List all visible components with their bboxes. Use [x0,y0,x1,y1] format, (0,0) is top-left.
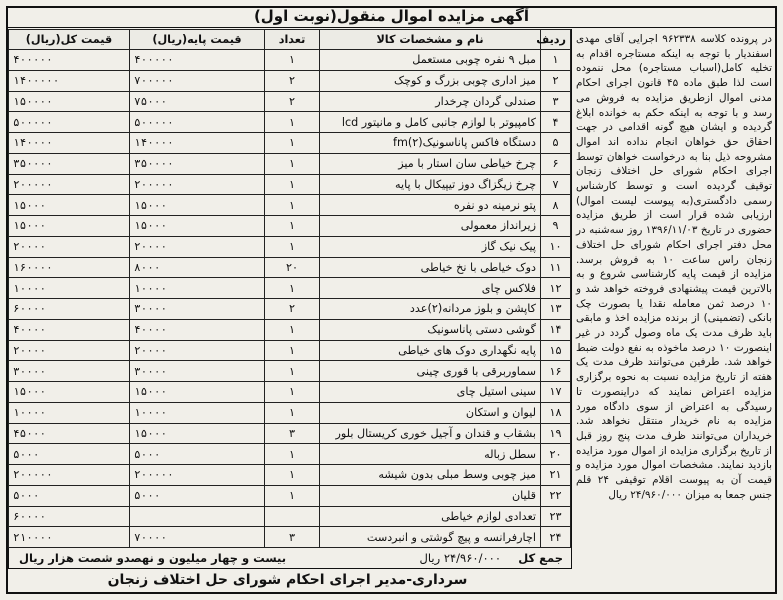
item-total-price: ۶٠٠٠٠ [9,299,130,320]
item-quantity: ١ [265,112,320,133]
item-base-price: ١۴٠٠٠٠ [130,133,265,154]
item-name: میز چوبی وسط مبلی بدون شیشه [320,465,541,486]
row-number: ٢۴ [541,527,571,548]
header-quantity: تعداد [265,30,320,50]
item-name: پایه نگهداری دوک های خیاطی [320,340,541,361]
row-number: ۵ [541,133,571,154]
header-total-price: قیمت کل(ریال) [9,30,130,50]
item-name: دوک خیاطی با نخ خیاطی [320,257,541,278]
item-total-price: ١۵٠٠٠ [9,216,130,237]
item-quantity: ٣ [265,527,320,548]
table-row [9,340,571,361]
row-number: ١٣ [541,299,571,320]
item-base-price: ٧٠٠٠٠ [130,527,265,548]
row-number: ٢١ [541,465,571,486]
row-number: ١۶ [541,361,571,382]
item-quantity: ١ [265,216,320,237]
row-number: ٨ [541,195,571,216]
table-row [9,506,571,527]
item-total-price: ۵٠٠٠ [9,444,130,465]
item-name: کاپشن و بلوز مردانه(٢)عدد [320,299,541,320]
item-base-price: ۴٠٠٠٠ [130,319,265,340]
table-row [9,382,571,403]
notice-body-text: در پرونده کلاسه ۹۶۲۳۳۸ اجرایی آقای مهدی اسفندیار با توجه به اینکه مستاجره اقدام به تخلیه کامل(اسباب مستاجره) محل ننموده است لذا طبق ماده ۴۵ قانون اجرای احکام مدنی اموال ازطریق مزایده به فروش می رسد و با توجه به اینکه حکم به خوانده ابلاغ گردیده و ایشان هیچ گونه اقدامی در جهت احقاق حق خواهان انجام نداده اند اموال مشروحه ذیل بنا به درخواست خواهان توسط اجرای احکام شورای حل اختلاف زنجان توقیف گردیده است و توسط کارشناس رسمی دادگستری(به پیوست لیست اموال) ارزیابی شده قرار است از طریق مزایده حضوری در تاریخ ۱۳۹۶/۱۱/۰۳ روز سه‌شنبه در محل دفتر اجرای احکام شورای حل اختلاف زنجان راس ساعت ۱۰ به فروش برسد. مزایده از قیمت پایه کارشناسی شروع و به بالاترین قیمت پیشنهادی فروخته خواهد شد و ۱۰ درصد ثمن معامله نقدا یا بصورت چک بانکی (تضمینی) از برنده مزایده اخذ و مابقی باید ظرف مدت یک ماه وصول گردد در غیر اینصورت ۱۰ درصد ماخوذه به نفع دولت ضبط خواهد شد. طرفین می‌توانند ظرف مدت یک هفته از تاریخ مزایده نسبت به نحوه برگزاری مزایده اعتراض نمایند که دراینصورت تا رسیدگی به اعتراض از سوی دادگاه مورد مزایده به نام خریدار منتقل نخواهد شد. خریداران می‌توانند ظرف مدت پنج روز قبل از تاریخ برگزاری مزایده از اموال مورد مزایده بازدید نمایند. مشخصات اموال مورد مزایده و قیمت آن به پیوست اقلام توقیفی ۲۴ قلم جنس جمعا به میزان ۲۴/۹۶۰/۰۰۰ ریال [576,33,772,501]
row-number: ٢ [541,70,571,91]
item-quantity: ١ [265,402,320,423]
row-number: ١۴ [541,319,571,340]
item-total-price: ٢٠٠٠٠٠ [9,174,130,195]
table-row [9,299,571,320]
item-base-price: ٢٠٠٠٠٠ [130,465,265,486]
row-number: ١٧ [541,382,571,403]
item-name: اچارفرانسه و پیچ گوشتی و انبردست [320,527,541,548]
row-number: ٧ [541,174,571,195]
item-name: صندلی گردان چرخدار [320,91,541,112]
row-number: ٢٣ [541,506,571,527]
item-name: پتو نرمینه دو نفره [320,195,541,216]
item-base-price: ٧٠٠٠٠٠ [130,70,265,91]
item-base-price: ۵٠٠٠٠٠ [130,112,265,133]
item-quantity: ١ [265,319,320,340]
table-row [9,485,571,506]
item-quantity: ٢٠ [265,257,320,278]
item-total-price: ٢١٠٠٠٠ [9,527,130,548]
title-divider [8,27,775,28]
item-base-price: ١۵٠٠٠ [130,423,265,444]
table-row [9,112,571,133]
item-quantity: ١ [265,444,320,465]
item-quantity: ١ [265,361,320,382]
grand-total-value: ۲۴/۹۶۰/۰۰۰ ریال [419,551,501,565]
signature-line: سرداری-مدیر اجرای احکام شورای حل اختلاف زنجان [107,572,468,588]
item-name: دستگاه فاکس پاناسونیک(٢)fm [320,133,541,154]
row-number: ٩ [541,216,571,237]
table-row [9,195,571,216]
item-quantity: ١ [265,153,320,174]
item-name: گوشی دستی پاناسونیک [320,319,541,340]
table-row [9,70,571,91]
item-total-price: ۵٠٠٠ [9,485,130,506]
item-quantity: ١ [265,133,320,154]
table-row [9,402,571,423]
column-divider [571,29,572,569]
item-quantity: ١ [265,278,320,299]
item-name: سطل زباله [320,444,541,465]
row-number: ١١ [541,257,571,278]
row-number: ١ [541,50,571,71]
row-number: ۴ [541,112,571,133]
item-total-price: ١۵٠٠٠ [9,382,130,403]
table-row [9,465,571,486]
item-base-price [130,506,265,527]
item-base-price: ١۵٠٠٠ [130,216,265,237]
item-total-price: ١۵٠٠٠٠ [9,91,130,112]
row-number: ١٨ [541,402,571,423]
item-total-price: ٣٠٠٠٠ [9,361,130,382]
item-total-price: ۴٠٠٠٠ [9,319,130,340]
table-row [9,133,571,154]
item-name: قلیان [320,485,541,506]
item-name: مبل ۹ نفره چوبی مستعمل [320,50,541,71]
header-base-price: قیمت پایه(ریال) [130,30,265,50]
table-row [9,50,571,71]
item-quantity: ١ [265,174,320,195]
table-row [9,319,571,340]
row-number: ١٩ [541,423,571,444]
item-base-price: ١٠٠٠٠ [130,402,265,423]
item-total-price: ٣۵٠٠٠٠ [9,153,130,174]
table-row [9,423,571,444]
item-name: میز اداری چوبی بزرگ و کوچک [320,70,541,91]
item-total-price: ۶٠٠٠٠ [9,506,130,527]
item-base-price: ٣٠٠٠٠ [130,361,265,382]
item-base-price: ٢٠٠٠٠ [130,340,265,361]
item-base-price: ٢٠٠٠٠ [130,236,265,257]
item-total-price: ٢٠٠٠٠ [9,236,130,257]
item-total-price: ١٠٠٠٠ [9,278,130,299]
item-total-price: ۵٠٠٠٠٠ [9,112,130,133]
item-name: پیک نیک گاز [320,236,541,257]
grand-total-row [8,548,571,569]
item-quantity [265,506,320,527]
table-row [9,153,571,174]
item-total-price: ۴۵٠٠٠ [9,423,130,444]
item-base-price: ٨٠٠٠ [130,257,265,278]
item-name: تعدادی لوازم خیاطی [320,506,541,527]
table-row [9,257,571,278]
grand-total-words: بیست و چهار میلیون و نهصدو شصت هزار ریال [19,551,287,565]
table-row [9,216,571,237]
item-total-price: ١٠٠٠٠ [9,402,130,423]
header-item-name: نام و مشخصات کالا [320,30,541,50]
item-name: لیوان و استکان [320,402,541,423]
table-row [9,91,571,112]
item-quantity: ٢ [265,91,320,112]
table-row [9,527,571,548]
item-base-price: ١۵٠٠٠ [130,195,265,216]
item-total-price: ۴٠٠٠٠٠ [9,50,130,71]
item-quantity: ١ [265,195,320,216]
item-base-price: ۵٠٠٠ [130,485,265,506]
item-quantity: ١ [265,236,320,257]
item-quantity: ١ [265,465,320,486]
item-base-price: ٣۵٠٠٠٠ [130,153,265,174]
item-quantity: ١ [265,50,320,71]
row-number: ۶ [541,153,571,174]
item-total-price: ٢٠٠٠٠ [9,340,130,361]
item-base-price: ٧۵٠٠٠ [130,91,265,112]
item-quantity: ٣ [265,423,320,444]
item-quantity: ٢ [265,70,320,91]
item-name: فلاکس چای [320,278,541,299]
table-row [9,236,571,257]
item-quantity: ١ [265,485,320,506]
table-row [9,278,571,299]
item-base-price: ٣٠٠٠٠ [130,299,265,320]
item-base-price: ٢٠٠٠٠٠ [130,174,265,195]
item-name: زیرانداز معمولی [320,216,541,237]
row-number: ٢٢ [541,485,571,506]
item-quantity: ١ [265,382,320,403]
row-number: ١٠ [541,236,571,257]
item-quantity: ٢ [265,299,320,320]
item-name: چرخ خیاطی سان استار با میز [320,153,541,174]
item-base-price: ۴٠٠٠٠٠ [130,50,265,71]
item-base-price: ۵٠٠٠ [130,444,265,465]
grand-total-label: جمع کل [518,551,563,565]
item-name: چرخ زیگزاگ دوز تیپیکال با پایه [320,174,541,195]
table-row [9,174,571,195]
item-quantity: ١ [265,340,320,361]
item-total-price: ٢٠٠٠٠٠ [9,465,130,486]
item-base-price: ١۵٠٠٠ [130,382,265,403]
item-name: کامپیوتر با لوازم جانبی کامل و مانیتور lcd [320,112,541,133]
item-base-price: ١٠٠٠٠ [130,278,265,299]
item-total-price: ١۴٠٠٠٠ [9,133,130,154]
item-name: سینی استیل چای [320,382,541,403]
item-name: سماوربرقی با قوری چینی [320,361,541,382]
table-row [9,361,571,382]
item-total-price: ١۶٠٠٠٠ [9,257,130,278]
item-name: بشقاب و قندان و آجیل خوری کریستال بلور [320,423,541,444]
row-number: ٢٠ [541,444,571,465]
item-total-price: ١۵٠٠٠ [9,195,130,216]
item-total-price: ١۴٠٠٠٠٠ [9,70,130,91]
row-number: ٣ [541,91,571,112]
row-number: ١٢ [541,278,571,299]
items-table [8,29,571,548]
header-row-number: ردیف [541,30,571,50]
table-row [9,444,571,465]
notice-title: آگهی مزایده اموال منقول(نوبت اول) [253,7,530,25]
table-header-row [9,30,571,50]
row-number: ١۵ [541,340,571,361]
